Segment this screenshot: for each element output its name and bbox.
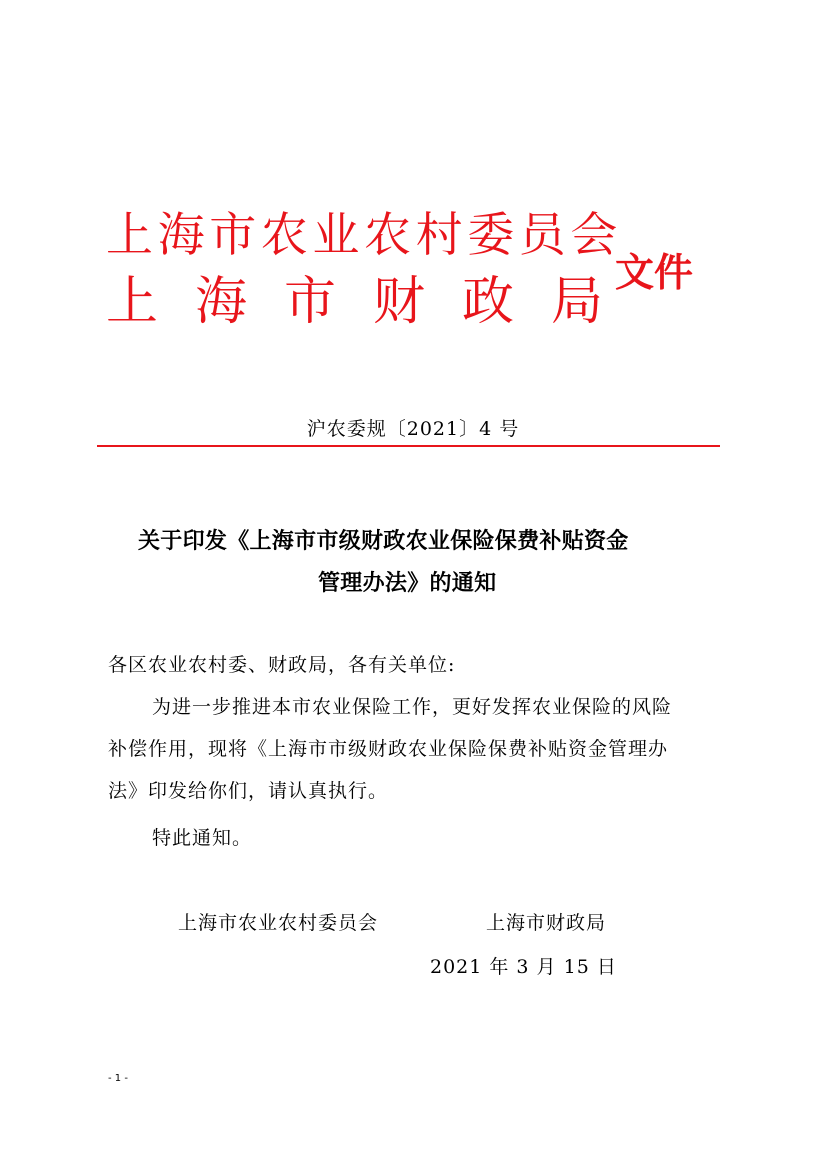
body-paragraph-line: 法》印发给你们，请认真执行。 [108,780,389,802]
signature-org-2: 上海市财政局 [486,912,607,934]
body-paragraph-line: 为进一步推进本市农业保险工作，更好发挥农业保险的风险 [152,696,673,718]
signature-date: 2021 年 3 月 15 日 [430,956,617,978]
issuing-org-1: 上海市农业农村委员会 [106,208,622,263]
closing-remark: 特此通知。 [152,827,253,849]
page-number: - 1 - [108,1073,128,1084]
document-number: 沪农委规〔2021〕4 号 [306,418,520,440]
body-paragraph-line: 补偿作用，现将《上海市市级财政农业保险保费补贴资金管理办 [108,738,669,760]
document-kind-label: 文件 [615,251,694,296]
document-title-line-1: 关于印发《上海市市级财政农业保险保费补贴资金 [138,529,629,554]
signature-org-1: 上海市农业农村委员会 [178,912,379,934]
header-red-rule [97,445,720,447]
issuing-org-2: 上海市财政局 [106,272,641,332]
salutation: 各区农业农村委、财政局，各有关单位: [108,654,456,676]
document-title-line-2: 管理办法》的通知 [318,571,497,596]
